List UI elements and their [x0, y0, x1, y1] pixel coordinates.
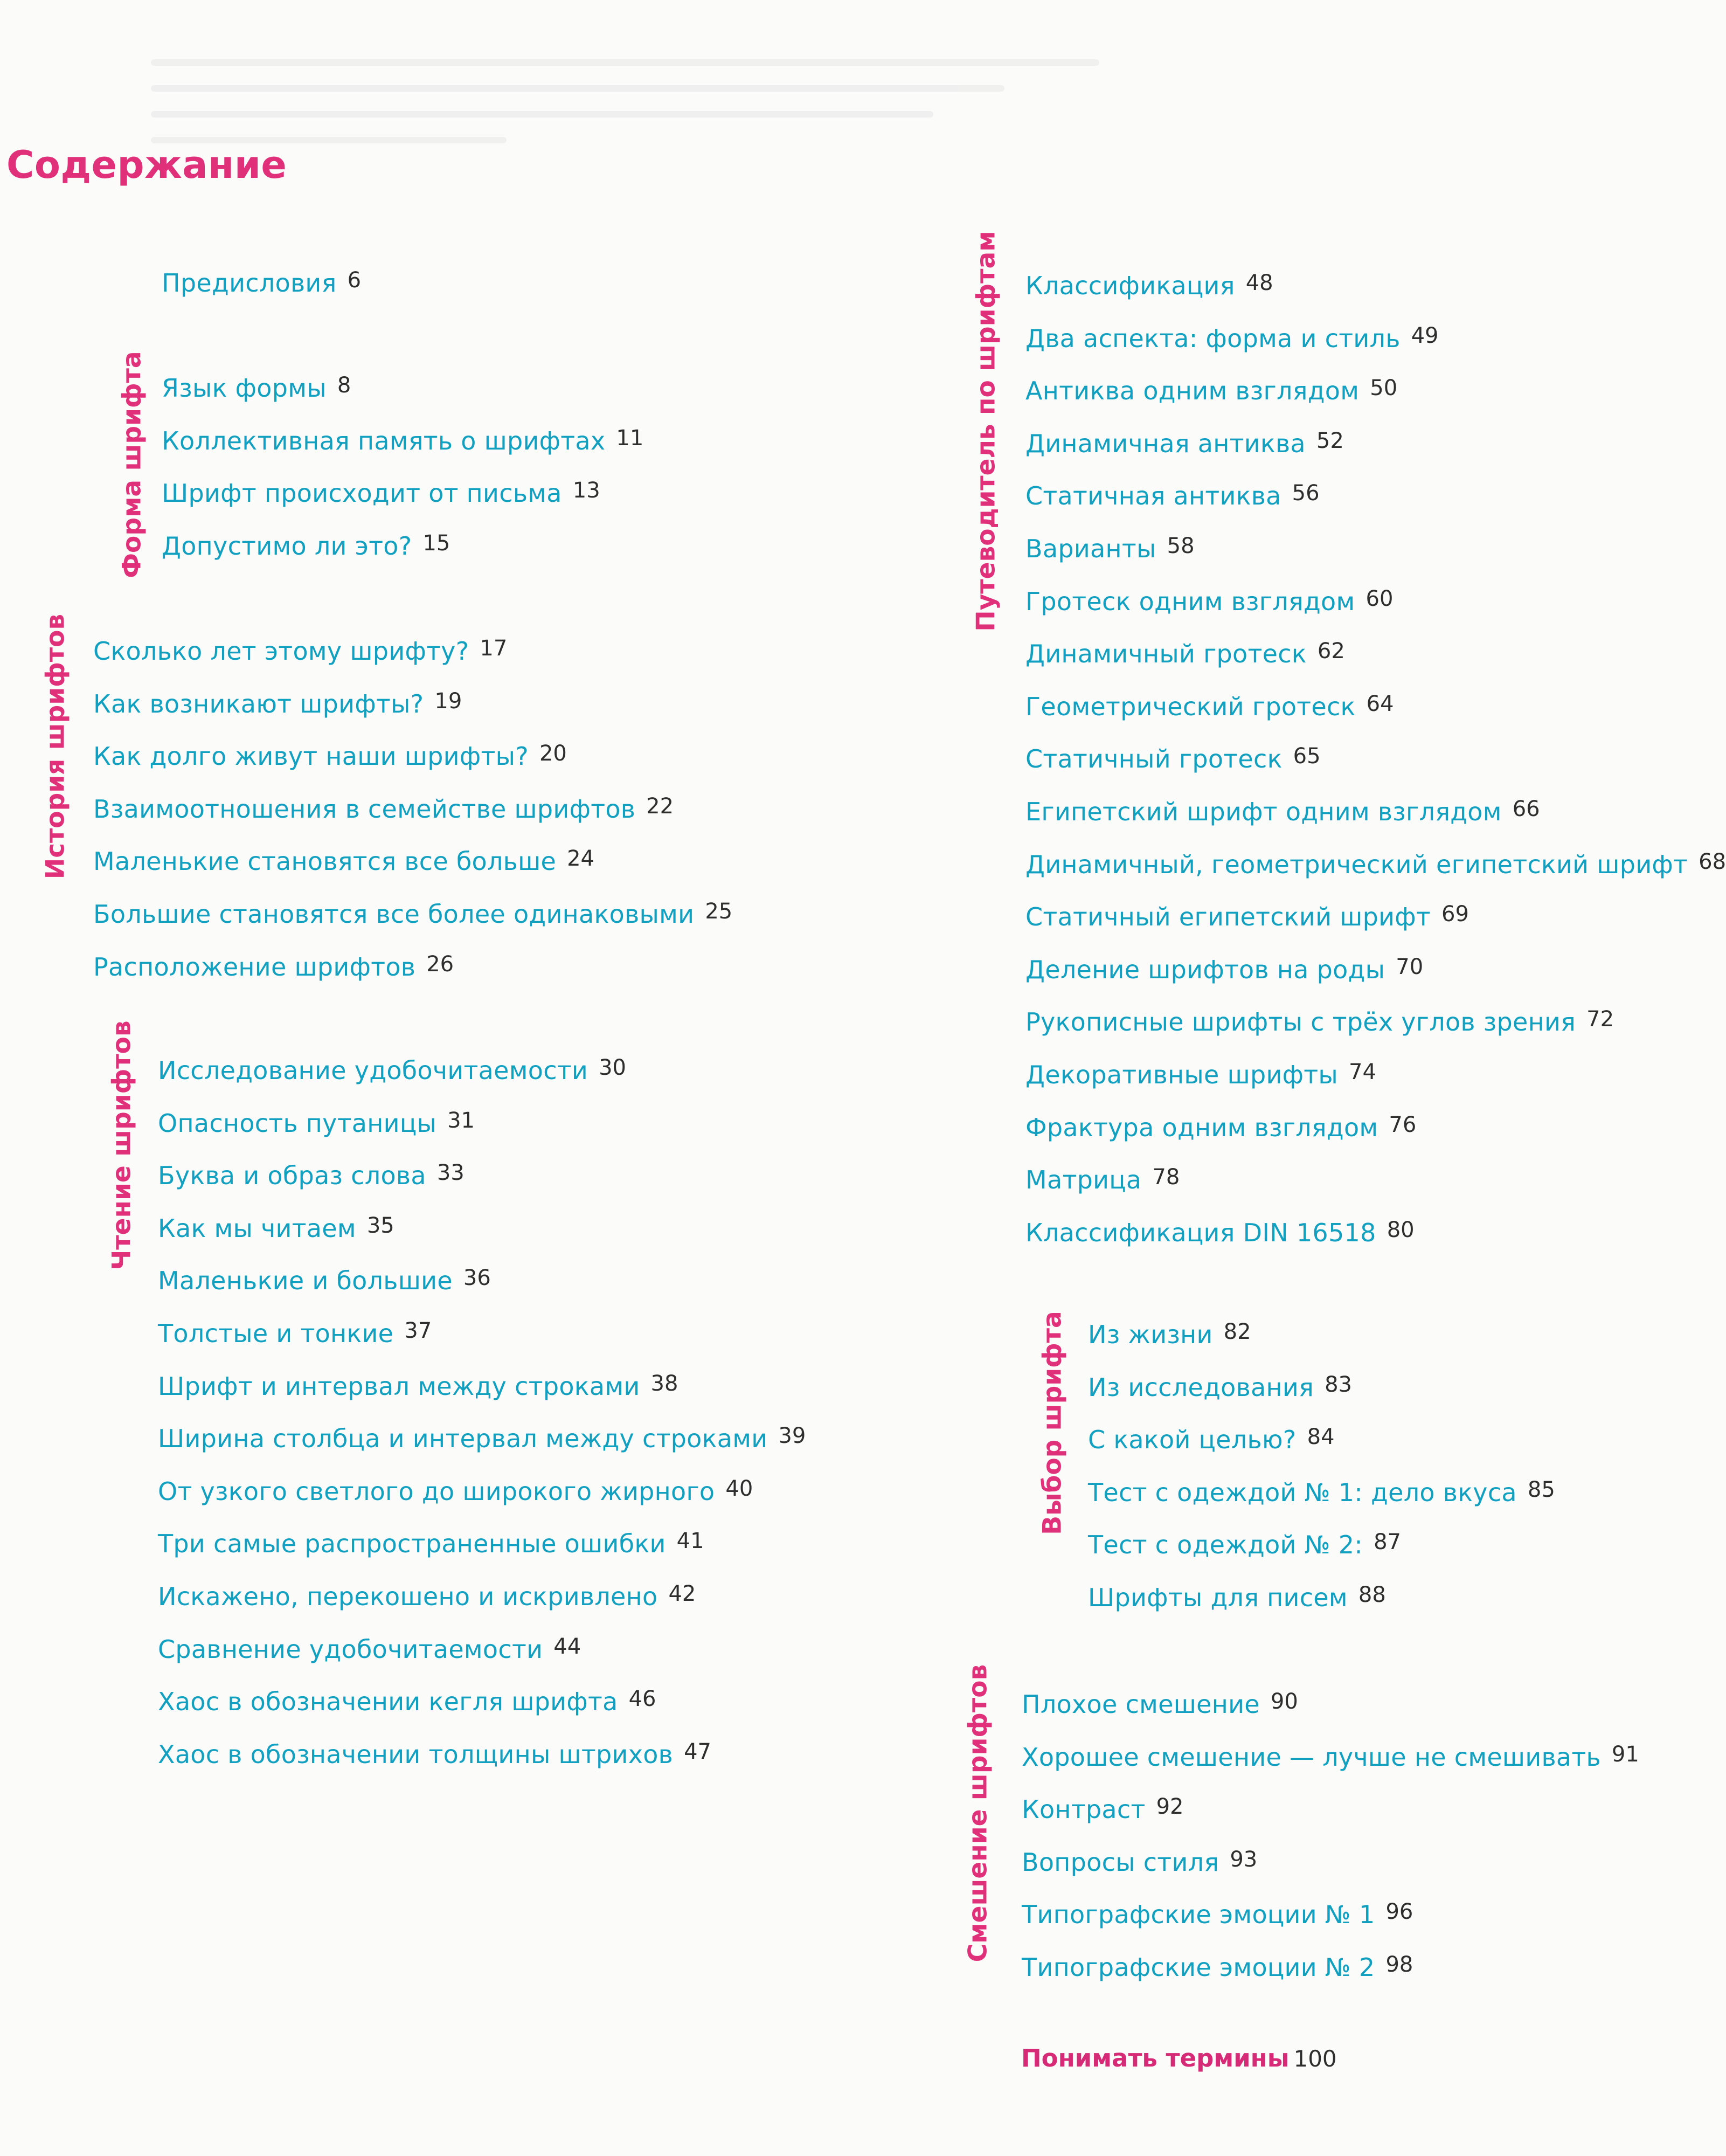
entry-title: Три самые распространенные ошибки — [158, 1529, 666, 1559]
intro-entry-group — [162, 254, 361, 307]
entry-page: 50 — [1370, 376, 1398, 401]
entry-title: Декоративные шрифты — [1025, 1060, 1339, 1089]
entry-title: Хаос в обозначении толщины штрихов — [158, 1739, 674, 1769]
entry-title: Из жизни — [1088, 1320, 1213, 1349]
entry-page: 24 — [567, 846, 594, 872]
entry-page: 68 — [1699, 849, 1726, 874]
entry-page: 70 — [1396, 954, 1424, 979]
entry-page: 33 — [436, 1160, 465, 1186]
entry-page: 46 — [628, 1687, 656, 1712]
entry-page: 92 — [1156, 1794, 1184, 1820]
toc-entry[interactable] — [93, 938, 732, 991]
toc-entry[interactable] — [158, 1673, 806, 1726]
entry-title: Как мы читаем — [158, 1213, 356, 1243]
toc-entry[interactable] — [93, 675, 732, 728]
toc-entry[interactable] — [1025, 415, 1726, 468]
entry-title: Антиква одним взглядом — [1025, 376, 1360, 406]
entry-title: Контраст — [1022, 1795, 1146, 1825]
entry-page: 13 — [572, 478, 600, 503]
toc-entry[interactable] — [1025, 941, 1726, 994]
entry-page: 39 — [778, 1423, 806, 1449]
toc-entry[interactable] — [93, 886, 732, 938]
entry-title: Два аспекта: форма и стиль — [1025, 323, 1401, 353]
toc-entry-terms[interactable] — [1021, 2044, 1337, 2072]
toc-entry[interactable] — [162, 465, 643, 517]
entry-page: 15 — [422, 530, 450, 556]
section-label-istoriya: История шрифтов — [40, 613, 71, 880]
toc-entry-preface[interactable] — [162, 254, 361, 307]
toc-entry[interactable] — [1025, 730, 1726, 783]
entry-title: Опасность путаницы — [158, 1108, 437, 1138]
entry-page: 66 — [1512, 796, 1540, 821]
entry-title: Искажено, перекошено и искривлено — [158, 1581, 658, 1611]
entry-title: Классификация DIN 16518 — [1025, 1218, 1376, 1247]
entry-page: 6 — [347, 268, 362, 293]
bleed-through-text — [151, 59, 1336, 221]
section-label-smeshenie: Смешение шрифтов — [963, 1664, 993, 1962]
entry-title: Вопросы стиля — [1022, 1847, 1219, 1877]
entry-page: 19 — [434, 688, 462, 714]
entry-page: 60 — [1365, 586, 1394, 611]
toc-entry[interactable] — [158, 1621, 806, 1674]
toc-entry[interactable] — [158, 1305, 806, 1358]
section-label-vybor: Выбор шрифта — [1037, 1311, 1068, 1535]
entry-page: 56 — [1292, 481, 1320, 506]
entry-page: 37 — [404, 1318, 432, 1343]
section-label-putevoditel: Путеводитель по шрифтам — [971, 231, 1001, 632]
toc-entry[interactable] — [1025, 310, 1726, 363]
toc-entry[interactable] — [158, 1147, 806, 1200]
entry-page: 48 — [1245, 271, 1273, 295]
toc-entry[interactable] — [1025, 573, 1726, 626]
entry-page: 47 — [684, 1739, 711, 1764]
section-smeshenie-entries — [1022, 1676, 1639, 1992]
toc-entry[interactable] — [1025, 783, 1726, 836]
entry-title: Маленькие становятся все больше — [93, 847, 557, 876]
toc-entry[interactable] — [158, 1095, 806, 1148]
entry-page: 90 — [1270, 1689, 1298, 1714]
entry-title: Варианты — [1025, 534, 1156, 563]
toc-entry[interactable] — [1025, 678, 1726, 731]
entry-title: С какой целью? — [1088, 1425, 1297, 1455]
toc-entry[interactable] — [158, 1200, 806, 1253]
toc-entry[interactable] — [1025, 467, 1726, 520]
entry-title: Предисловия — [162, 268, 337, 298]
toc-entry[interactable] — [93, 780, 732, 833]
entry-title: Египетский шрифт одним взглядом — [1025, 797, 1502, 826]
entry-page: 26 — [426, 951, 454, 977]
entry-title: Большие становятся все более одинаковыми — [93, 899, 695, 929]
toc-entry[interactable] — [1088, 1411, 1555, 1464]
entry-title: Исследование удобочитаемости — [158, 1056, 588, 1085]
entry-title: Как долго живут наши шрифты? — [93, 742, 529, 771]
entry-title: Статичный египетский шрифт — [1025, 902, 1431, 932]
toc-entry[interactable] — [158, 1358, 806, 1411]
entry-title: Шрифт происходит от письма — [162, 479, 562, 508]
toc-entry[interactable] — [1022, 1729, 1639, 1781]
entry-title: Толстые и тонкие — [158, 1318, 394, 1348]
entry-page: 22 — [646, 793, 674, 819]
entry-title: Сколько лет этому шрифту? — [93, 637, 469, 666]
toc-entry[interactable] — [1025, 520, 1726, 573]
entry-title: Расположение шрифтов — [93, 952, 416, 982]
toc-entry[interactable] — [1025, 625, 1726, 678]
entry-page: 41 — [676, 1529, 704, 1554]
entry-title: Как возникают шрифты? — [93, 689, 424, 718]
entry-title: Хорошее смешение — лучше не смешивать — [1022, 1742, 1601, 1772]
entry-page: 82 — [1223, 1319, 1251, 1344]
section-vybor-entries — [1088, 1306, 1555, 1622]
entry-page: 36 — [463, 1266, 491, 1291]
toc-entry[interactable] — [158, 1568, 806, 1621]
entry-page: 100 — [1293, 2046, 1337, 2072]
entry-page: 17 — [480, 636, 508, 661]
entry-title: Динамичная антиква — [1025, 429, 1306, 458]
entry-page: 69 — [1441, 902, 1469, 927]
entry-title: Тест с одеждой № 2: — [1088, 1530, 1363, 1560]
entry-title: Геометрический гротеск — [1025, 692, 1356, 721]
entry-title: Матрица — [1025, 1165, 1142, 1195]
entry-page: 83 — [1325, 1372, 1352, 1397]
section-label-chtenie: Чтение шрифтов — [107, 1020, 137, 1270]
entry-title: Рукописные шрифты с трёх углов зрения — [1025, 1007, 1576, 1037]
entry-page: 38 — [650, 1371, 678, 1396]
toc-entry[interactable] — [93, 623, 732, 675]
toc-entry[interactable] — [93, 728, 732, 780]
entry-title: Гротеск одним взглядом — [1025, 586, 1355, 616]
entry-page: 35 — [366, 1213, 394, 1238]
entry-page: 72 — [1586, 1007, 1614, 1032]
entry-page: 84 — [1307, 1425, 1335, 1450]
section-istoriya-entries — [93, 623, 732, 991]
toc-entry[interactable] — [1025, 836, 1726, 889]
toc-entry[interactable] — [1025, 257, 1726, 310]
entry-title: Язык формы — [162, 374, 327, 403]
toc-entry[interactable] — [1088, 1306, 1555, 1359]
entry-title: От узкого светлого до широкого жирного — [158, 1476, 715, 1506]
toc-entry[interactable] — [1025, 888, 1726, 941]
entry-title: Деление шрифтов на роды — [1025, 955, 1385, 984]
toc-entry[interactable] — [1025, 1204, 1726, 1257]
section-putevoditel-entries — [1025, 257, 1726, 1256]
section-chtenie-entries — [158, 1042, 806, 1778]
entry-page: 49 — [1411, 323, 1439, 348]
entry-page: 8 — [337, 373, 351, 398]
toc-entry[interactable] — [162, 412, 643, 465]
entry-page: 58 — [1167, 533, 1195, 558]
entry-title: Тест с одеждой № 1: дело вкуса — [1088, 1477, 1517, 1507]
entry-page: 62 — [1317, 639, 1345, 664]
toc-entry[interactable] — [1022, 1781, 1639, 1834]
toc-entry[interactable] — [1025, 1046, 1726, 1099]
entry-page: 91 — [1611, 1742, 1639, 1767]
entry-page: 11 — [616, 425, 644, 451]
entry-title: Динамичный гротеск — [1025, 639, 1307, 669]
entry-title: Допустимо ли это? — [162, 531, 412, 561]
entry-page: 30 — [599, 1055, 627, 1080]
entry-title: Статичная антиква — [1025, 481, 1281, 511]
toc-heading: Содержание — [6, 143, 287, 187]
toc-entry[interactable] — [158, 1410, 806, 1463]
entry-page: 65 — [1293, 744, 1321, 769]
entry-page: 88 — [1358, 1582, 1386, 1607]
toc-entry[interactable] — [158, 1726, 806, 1779]
entry-title: Шрифт и интервал между строками — [158, 1371, 640, 1401]
entry-page: 74 — [1349, 1059, 1376, 1084]
entry-page: 93 — [1230, 1847, 1258, 1872]
entry-page: 85 — [1527, 1477, 1555, 1502]
toc-entry[interactable] — [1022, 1939, 1639, 1992]
entry-page: 31 — [447, 1108, 475, 1133]
entry-title: Ширина столбца и интервал между строками — [158, 1424, 768, 1454]
entry-title: Типографские эмоции № 2 — [1022, 1952, 1375, 1982]
entry-page: 25 — [705, 899, 733, 924]
entry-page: 44 — [553, 1634, 581, 1659]
entry-page: 80 — [1387, 1217, 1415, 1242]
toc-entry[interactable] — [1088, 1464, 1555, 1517]
toc-entry[interactable] — [1022, 1676, 1639, 1729]
toc-entry[interactable] — [1088, 1516, 1555, 1569]
entry-title: Классификация — [1025, 271, 1235, 300]
entry-page: 42 — [668, 1581, 696, 1606]
entry-page: 64 — [1366, 691, 1394, 716]
toc-entry[interactable] — [1025, 362, 1726, 415]
entry-title: Из исследования — [1088, 1372, 1314, 1402]
section-label-forma: Форма шрифта — [117, 351, 147, 578]
entry-title: Сравнение удобочитаемости — [158, 1634, 543, 1664]
entry-page: 87 — [1374, 1530, 1402, 1555]
entry-page: 76 — [1389, 1112, 1417, 1137]
toc-entry[interactable] — [1025, 1151, 1726, 1204]
toc-entry[interactable] — [158, 1515, 806, 1568]
entry-page: 78 — [1152, 1165, 1180, 1190]
toc-entry[interactable] — [162, 517, 643, 570]
toc-entry[interactable] — [1022, 1834, 1639, 1887]
toc-entry[interactable] — [1088, 1569, 1555, 1622]
entry-title: Понимать термины — [1021, 2044, 1290, 2072]
entry-page: 52 — [1316, 428, 1344, 453]
toc-entry[interactable] — [158, 1042, 806, 1095]
toc-entry[interactable] — [162, 360, 643, 412]
entry-title: Взаимоотношения в семействе шрифтов — [93, 794, 636, 824]
entry-title: Шрифты для писем — [1088, 1583, 1348, 1612]
entry-title: Плохое смешение — [1022, 1690, 1260, 1719]
entry-title: Динамичный, геометрический египетский шрифт — [1025, 849, 1688, 879]
toc-entry[interactable] — [1025, 993, 1726, 1046]
section-forma-entries — [162, 360, 643, 570]
entry-page: 98 — [1385, 1952, 1413, 1977]
entry-title: Буква и образ слова — [158, 1161, 426, 1191]
toc-entry[interactable] — [1025, 1099, 1726, 1152]
entry-page: 96 — [1385, 1899, 1413, 1925]
entry-title: Типографские эмоции № 1 — [1022, 1900, 1375, 1930]
toc-entry[interactable] — [93, 833, 732, 886]
toc-entry[interactable] — [158, 1463, 806, 1516]
toc-entry[interactable] — [1022, 1886, 1639, 1939]
toc-entry[interactable] — [158, 1252, 806, 1305]
toc-entry[interactable] — [1088, 1359, 1555, 1412]
entry-title: Коллективная память о шрифтах — [162, 426, 606, 455]
entry-title: Фрактура одним взглядом — [1025, 1112, 1378, 1142]
entry-title: Хаос в обозначении кегля шрифта — [158, 1687, 618, 1717]
entry-title: Статичный гротеск — [1025, 744, 1283, 774]
entry-page: 40 — [725, 1476, 753, 1501]
entry-title: Маленькие и большие — [158, 1266, 453, 1296]
entry-page: 20 — [539, 741, 567, 766]
